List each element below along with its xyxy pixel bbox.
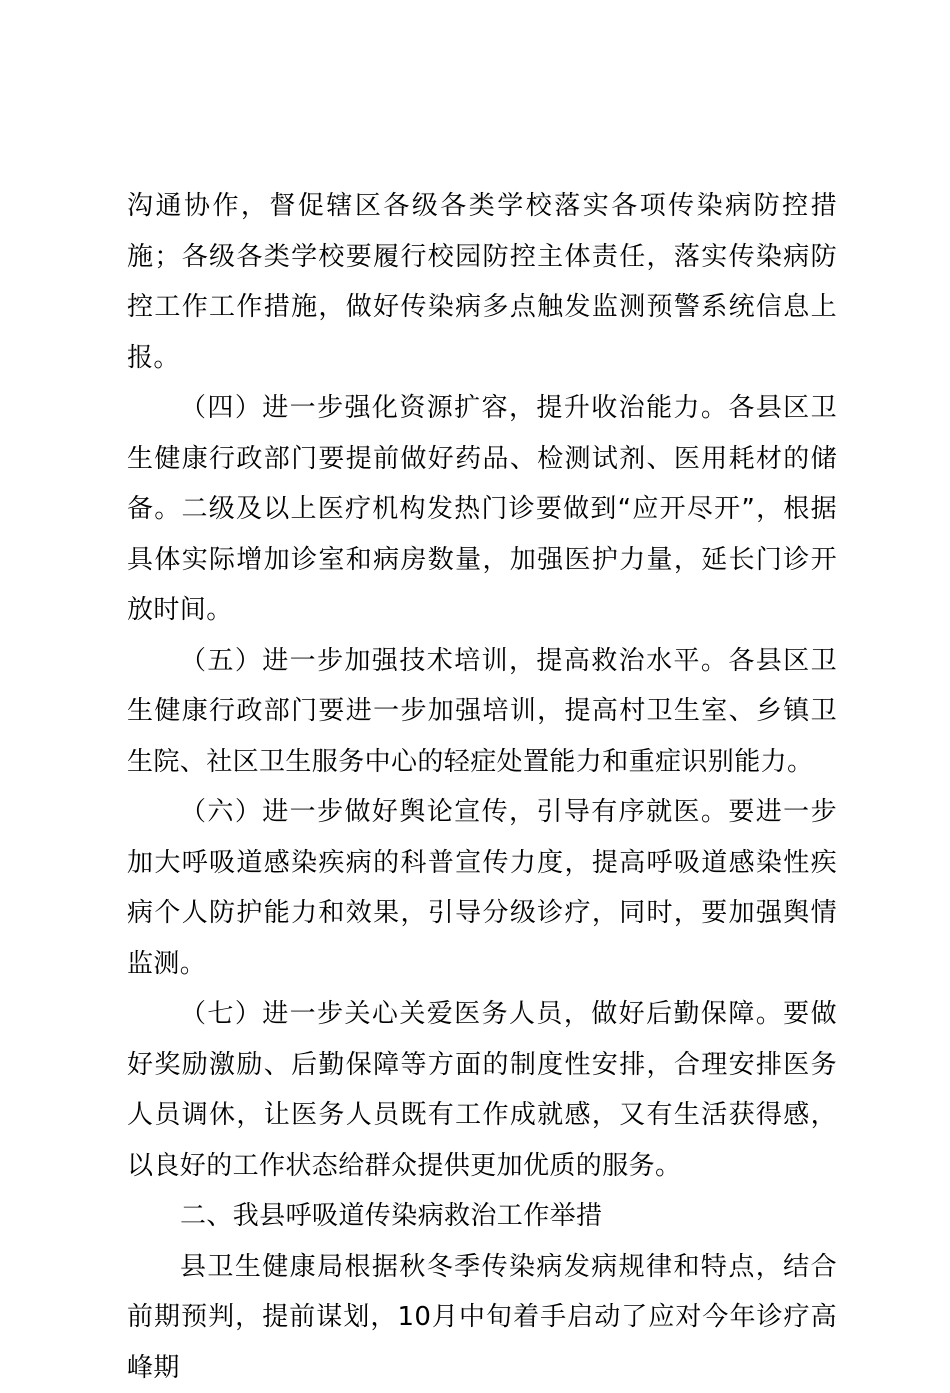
paragraph-public-communication: （六）进一步做好舆论宣传，引导有序就医。要进一步加大呼吸道感染疾病的科普宣传力度，提高呼吸道感染性疾病个人防护能力和效果，引导分级诊疗，同时，要加强舆情监测。	[127, 787, 837, 989]
paragraph-technical-training: （五）进一步加强技术培训，提高救治水平。各县区卫生健康行政部门要进一步加强培训，提高村卫生室、乡镇卫生院、社区卫生服务中心的轻症处置能力和重症识别能力。	[127, 636, 837, 788]
paragraph-resource-expansion: （四）进一步强化资源扩容，提升收治能力。各县区卫生健康行政部门要提前做好药品、检测试剂、医用耗材的储备。二级及以上医疗机构发热门诊要做到“应开尽开”，根据具体实际增加诊室和病房数量，加强医护力量，延长门诊开放时间。	[127, 383, 837, 636]
paragraph-county-measures: 县卫生健康局根据秋冬季传染病发病规律和特点，结合前期预判，提前谋划，10月中旬着手启动了应对今年诊疗高峰期	[127, 1242, 837, 1393]
section-heading: 二、我县呼吸道传染病救治工作举措	[127, 1191, 837, 1242]
paragraph-school-coordination: 沟通协作，督促辖区各级各类学校落实各项传染病防控措施；各级各类学校要履行校园防控主体责任，落实传染病防控工作工作措施，做好传染病多点触发监测预警系统信息上报。	[127, 181, 837, 383]
paragraph-medical-staff-care: （七）进一步关心关爱医务人员，做好后勤保障。要做好奖励激励、后勤保障等方面的制度性安排，合理安排医务人员调休，让医务人员既有工作成就感，又有生活获得感，以良好的工作状态给群众提供更加优质的服务。	[127, 989, 837, 1191]
document-body	[127, 181, 837, 1393]
